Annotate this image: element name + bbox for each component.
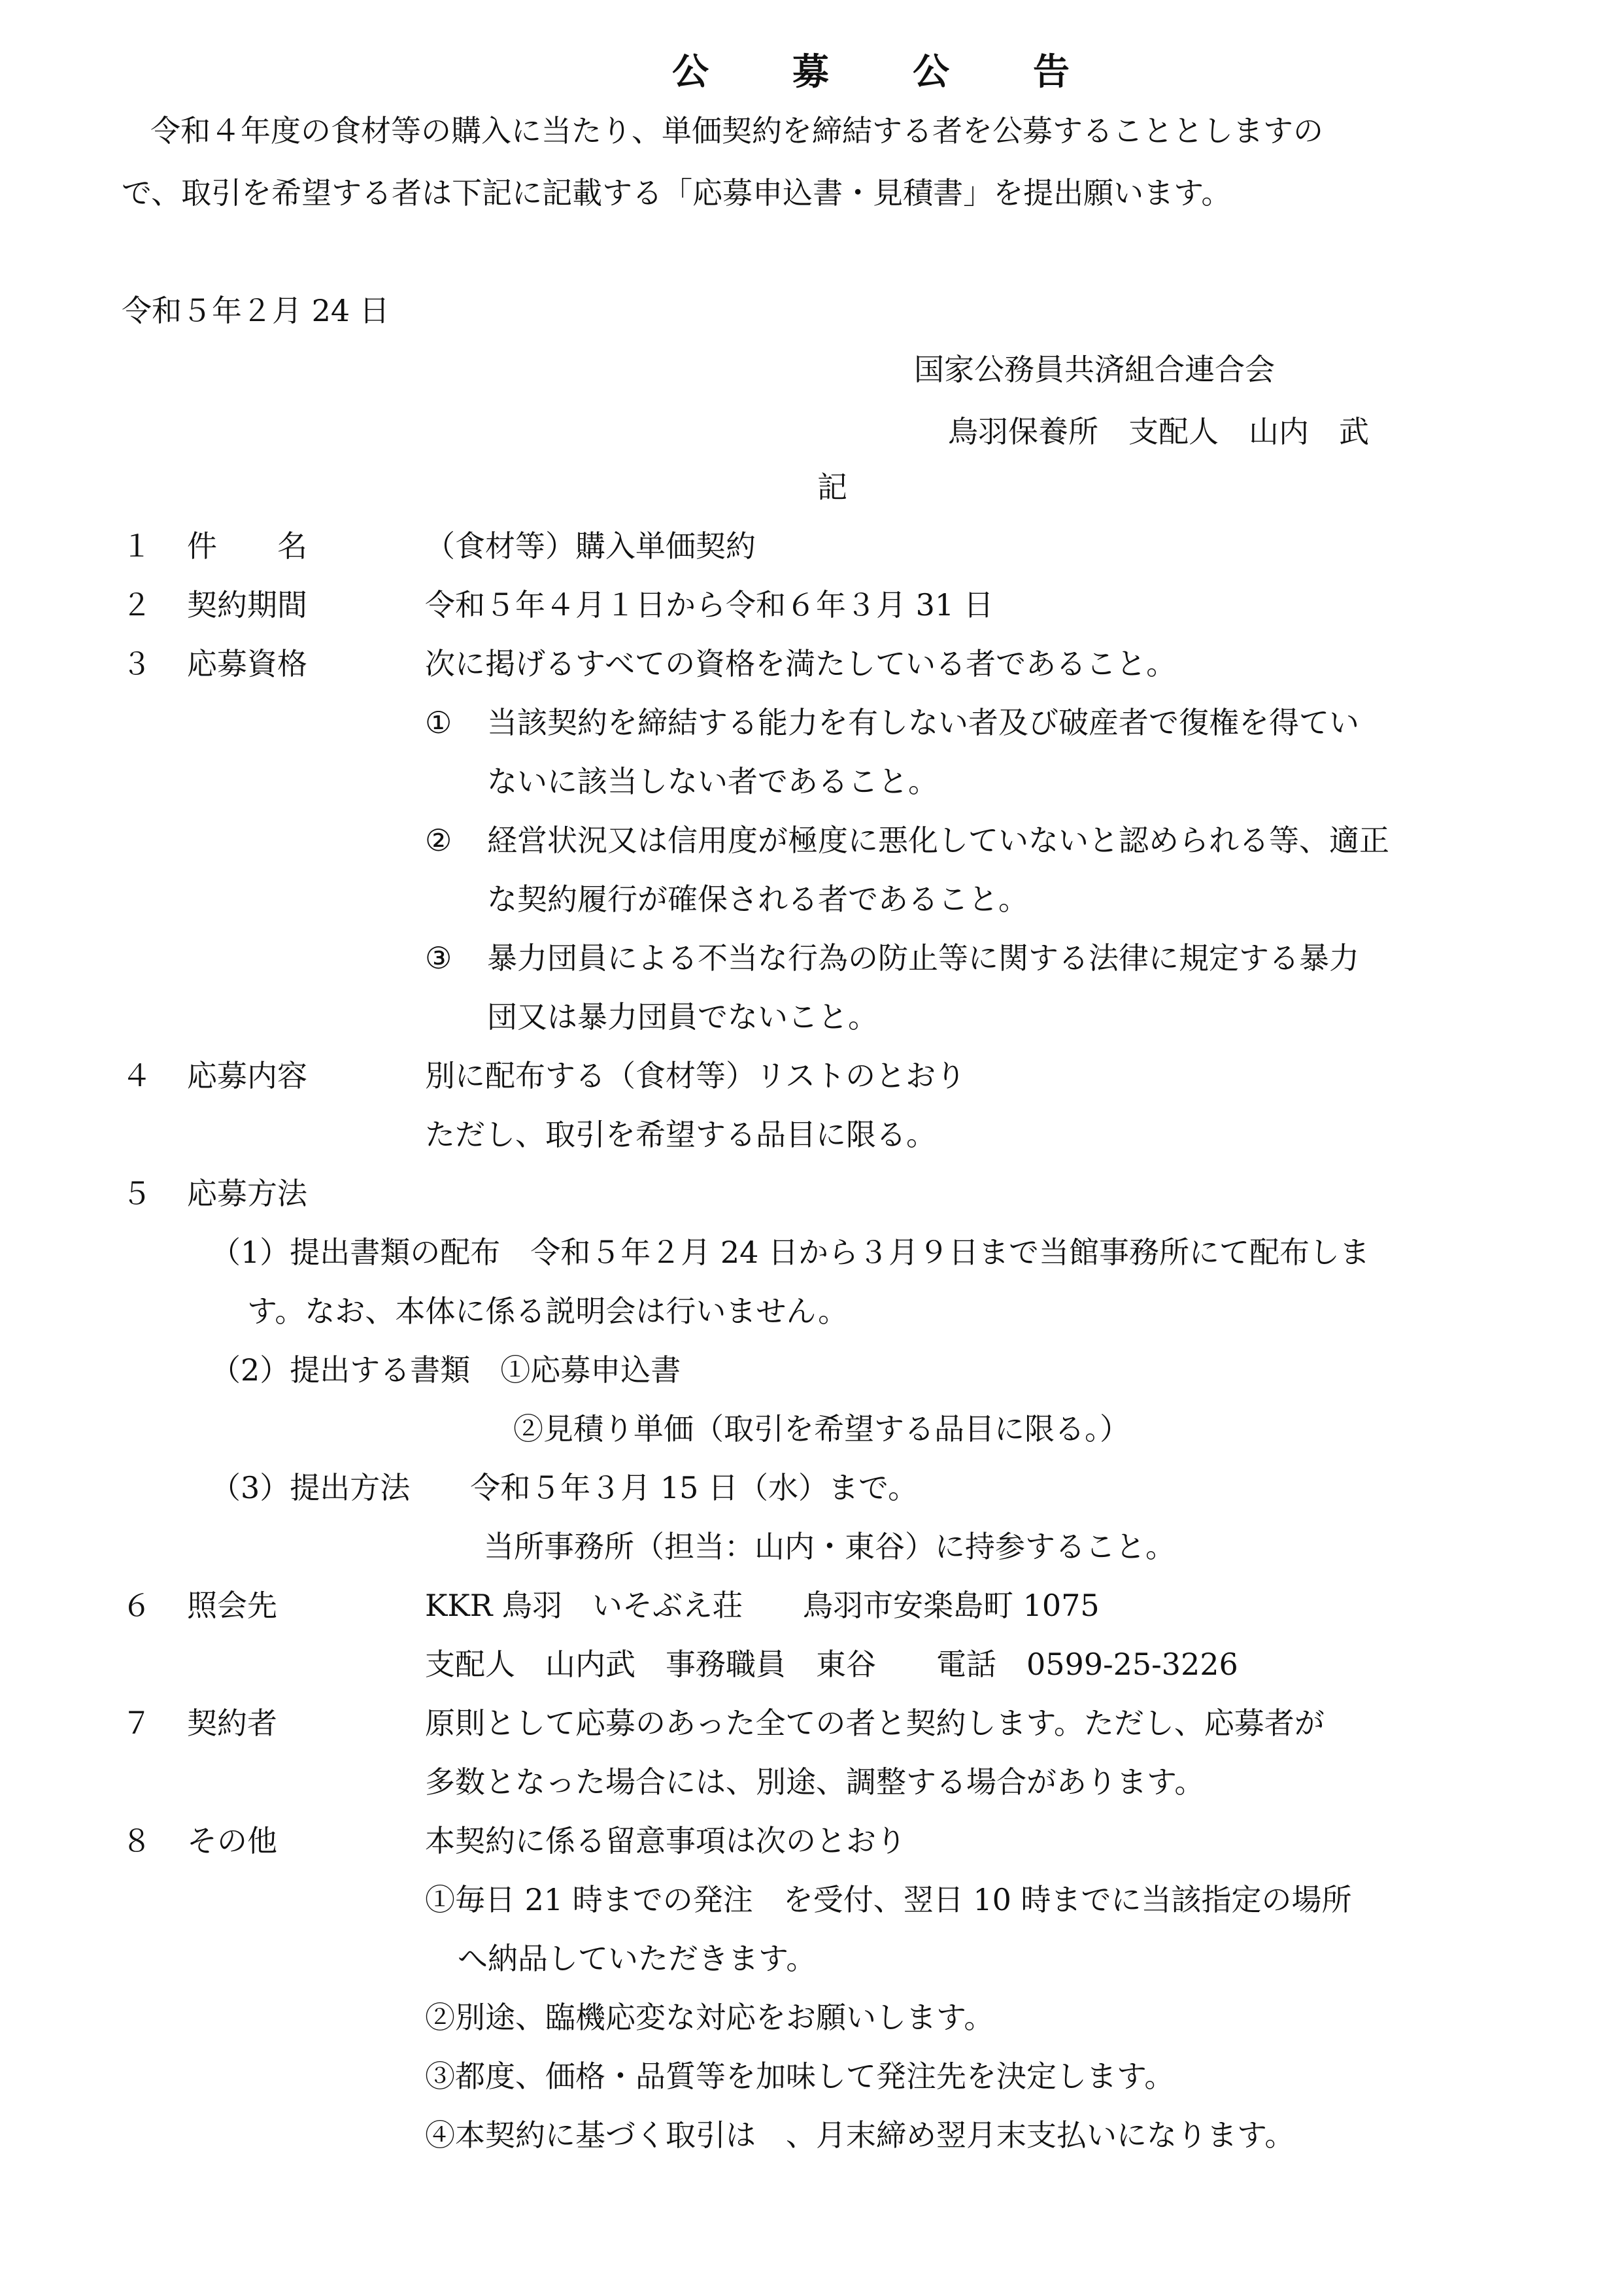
document-title: 公 募 公 告 xyxy=(672,50,1093,94)
item-2-number: ２ xyxy=(122,587,152,623)
item-3-value: 次に掲げるすべての資格を満たしている者であること。 xyxy=(425,646,1177,681)
ki-heading: 記 xyxy=(817,470,847,505)
item-8-note-1-line-2: へ納品していただきます。 xyxy=(458,1941,817,1976)
item-6-line-1: KKR 鳥羽 いそぶえ荘 鳥羽市安楽島町 1075 xyxy=(425,1588,1100,1623)
item-3-sub-1-line-1: 当該契約を締結する能力を有しない者及び破産者で復権を得てい xyxy=(487,705,1359,740)
item-8-note-3: ③都度、価格・品質等を加味して発注先を決定します。 xyxy=(425,2059,1175,2094)
item-7-line-2: 多数となった場合には、別途、調整する場合があります。 xyxy=(425,1764,1205,1800)
item-5-label: 応募方法 xyxy=(187,1176,307,1211)
item-8-note-2: ②別途、臨機応変な対応をお願いします。 xyxy=(425,2000,994,2035)
issuer-organization: 国家公務員共済組合連合会 xyxy=(914,352,1275,387)
item-3-number: ３ xyxy=(122,646,152,681)
item-8-label: その他 xyxy=(187,1823,277,1858)
item-6-number: ６ xyxy=(122,1588,152,1623)
item-5-number: ５ xyxy=(122,1176,152,1211)
item-3-sub-1-mark: ① xyxy=(425,705,452,740)
item-3-sub-3-line-1: 暴力団員による不当な行為の防止等に関する法律に規定する暴力 xyxy=(487,940,1359,976)
item-5-method-1-line-2: す。なお、本体に係る説明会は行いません。 xyxy=(247,1293,849,1329)
item-1-label: 件 名 xyxy=(187,528,307,564)
item-2-label: 契約期間 xyxy=(187,587,307,623)
intro-line-2: で、取引を希望する者は下記に記載する「応募申込書・見積書」を提出願います。 xyxy=(122,175,1232,211)
item-8-number: ８ xyxy=(122,1823,152,1858)
item-2-value: 令和５年４月１日から令和６年３月 31 日 xyxy=(425,587,994,623)
item-5-method-2-line-1: （2）提出する書類 ①応募申込書 xyxy=(211,1352,681,1388)
item-4-line-1: 別に配布する（食材等）リストのとおり xyxy=(425,1058,966,1093)
item-5-method-3-line-1: （3）提出方法 令和５年３月 15 日（水）まで。 xyxy=(211,1470,919,1505)
notice-date: 令和５年２月 24 日 xyxy=(122,293,390,328)
item-1-value: （食材等）購入単価契約 xyxy=(425,528,756,564)
item-6-label: 照会先 xyxy=(187,1588,277,1623)
item-7-label: 契約者 xyxy=(187,1705,277,1741)
item-3-sub-3-mark: ③ xyxy=(425,940,452,976)
item-5-method-1-line-1: （1）提出書類の配布 令和５年２月 24 日から３月９日まで当館事務所にて配布しま xyxy=(211,1235,1370,1270)
item-3-sub-2-line-1: 経営状況又は信用度が極度に悪化していないと認められる等、適正 xyxy=(487,823,1389,858)
item-5-method-3-line-2: 当所事務所（担当：山内・東谷）に持参すること。 xyxy=(484,1529,1176,1564)
item-3-sub-2-line-2: な契約履行が確保される者であること。 xyxy=(487,882,1028,917)
item-4-line-2: ただし、取引を希望する品目に限る。 xyxy=(425,1117,936,1152)
issuer-person: 鳥羽保養所 支配人 山内 武 xyxy=(948,414,1369,449)
intro-line-1: 令和４年度の食材等の購入に当たり、単価契約を締結する者を公募することとしますの xyxy=(150,113,1323,148)
item-4-number: ４ xyxy=(122,1058,152,1093)
item-8-note-4: ④本契約に基づく取引は 、月末締め翌月末支払いになります。 xyxy=(425,2117,1295,2153)
item-6-line-2: 支配人 山内武 事務職員 東谷 電話 0599-25-3226 xyxy=(425,1647,1238,1682)
item-5-method-2-line-2: ②見積り単価（取引を希望する品目に限る。） xyxy=(513,1411,1130,1447)
item-3-sub-3-line-2: 団又は暴力団員でないこと。 xyxy=(487,999,878,1035)
item-7-number: ７ xyxy=(122,1705,152,1741)
item-3-sub-2-mark: ② xyxy=(425,823,452,858)
item-8-note-1-line-1: ①毎日 21 時までの発注 を受付、翌日 10 時までに当該指定の場所 xyxy=(425,1882,1352,1917)
item-3-label: 応募資格 xyxy=(187,646,307,681)
item-3-sub-1-line-2: ないに該当しない者であること。 xyxy=(487,764,938,799)
item-7-line-1: 原則として応募のあった全ての者と契約します。ただし、応募者が xyxy=(425,1705,1325,1741)
item-4-label: 応募内容 xyxy=(187,1058,307,1093)
item-8-value: 本契約に係る留意事項は次のとおり xyxy=(425,1823,906,1858)
item-1-number: １ xyxy=(122,528,152,564)
